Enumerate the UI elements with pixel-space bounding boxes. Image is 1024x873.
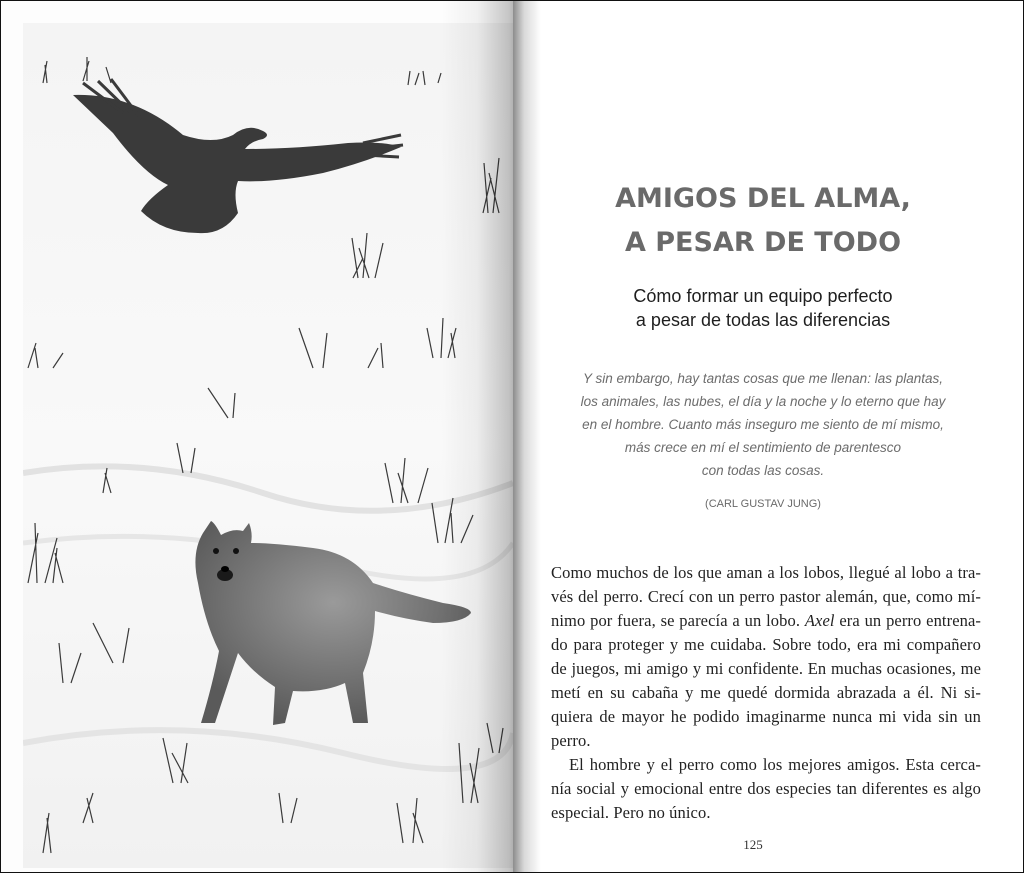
chapter-title-line-2: A PESAR DE TODO: [624, 227, 902, 258]
body-line: nía social y emocional entre dos especies tan diferentes es algo: [551, 779, 981, 798]
body-line: perro.: [551, 731, 591, 750]
body-line: metí en su cabaña y me quedé dormida abrazada a él. Ni si-: [551, 683, 981, 702]
epigraph-line-5: con todas las cosas.: [701, 463, 825, 478]
body-line: do para proteger y me cuidaba. Sobre todo, era mi compañero: [551, 635, 981, 654]
text-page: [513, 1, 1023, 872]
dog-name: Axel: [804, 611, 835, 630]
body-line: de juegos, mi amigo y mi confidente. En muchas ocasiones, me: [551, 659, 981, 678]
body-line: Como muchos de los que aman a los lobos, llegué al lobo a tra-: [551, 563, 981, 582]
epigraph-line-4: más crece en mí el sentimiento de parentesco: [624, 440, 902, 455]
chapter-subtitle-line-1: Cómo formar un equipo perfecto: [633, 286, 893, 306]
body-line: especial. Pero no único.: [551, 803, 711, 822]
page-number: 125: [743, 837, 763, 852]
epigraph-line-2: los animales, las nubes, el día y la noche y lo eterno que hay: [580, 394, 946, 409]
chapter-subtitle-line-2: a pesar de todas las diferencias: [635, 310, 891, 330]
chapter-title-line-1: AMIGOS DEL ALMA,: [615, 183, 911, 214]
body-text: nimo por fuera, se parecía a un lobo.: [551, 611, 801, 630]
body-line: quiera de mayor he podido imaginarme nunca mi vida sin un: [551, 707, 981, 726]
body-text: era un perro entrena-: [834, 611, 982, 630]
epigraph-attribution: (CARL GUSTAV JUNG): [705, 498, 821, 510]
epigraph-line-1: Y sin embargo, hay tantas cosas que me llenan: las plantas,: [583, 371, 943, 386]
body-line: vés del perro. Crecí con un perro pastor alemán, que, como mí-: [551, 587, 981, 606]
gutter-shadow-right: [513, 1, 541, 872]
wolf-and-raven-photo: [23, 23, 513, 868]
body-line: [551, 611, 981, 631]
epigraph-line-3: en el hombre. Cuanto más inseguro me siento de mí mismo,: [582, 417, 944, 432]
body-line: El hombre y el perro como los mejores amigos. Esta cerca-: [569, 755, 981, 774]
photo-page: [1, 1, 513, 872]
